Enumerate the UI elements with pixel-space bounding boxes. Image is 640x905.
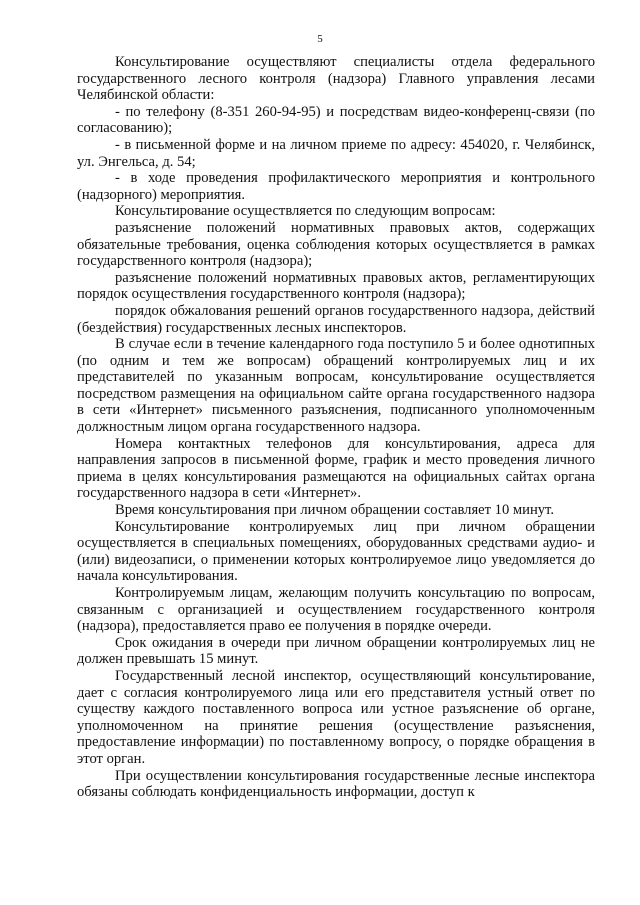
paragraph: Консультирование осуществляется по следующим вопросам: — [115, 203, 496, 220]
paragraph: Консультирование контролируемых лиц при личном обращении осуществляется в специальных помещениях, оборудованных средствами аудио- и (или) видеозаписи, о применении которых контролируемое лицо уведомляется до начала консультирования. — [77, 518, 595, 585]
page-number: 5 — [317, 33, 323, 45]
paragraph: Консультирование осуществляют специалисты отдела федерального государственного лесного контроля (надзора) Главного управления лесами Челябинской области: — [77, 54, 595, 104]
paragraph: Контролируемым лицам, желающим получить консультацию по вопросам, связанным с организацией и осуществлением государственного контроля (надзора), предоставляется право ее получения в порядке очереди. — [77, 585, 595, 635]
paragraph: порядок обжалования решений органов государственного надзора, действий (бездействия) государственных лесных инспекторов. — [77, 302, 595, 336]
paragraph: Государственный лесной инспектор, осуществляющий консультирование, дает с согласия контролируемого лица или его представителя устный ответ по существу каждого поставленного вопроса или устное разъяснение об органе, уполномоченном на принятие решения (осуществление разъяснения, предоставление информации) по поставленному вопросу, о порядке обращения в этот орган. — [77, 667, 595, 767]
paragraph: - в письменной форме и на личном приеме по адресу: 454020, г. Челябинск, ул. Энгельса, д. 54; — [77, 136, 595, 170]
paragraph: - по телефону (8-351 260-94-95) и посредствам видео-конференц-связи (по согласованию); — [77, 103, 595, 137]
paragraph: разъяснение положений нормативных правовых актов, содержащих обязательные требования, оценка соблюдения которых осуществляется в рамках государственного контроля (надзора); — [77, 219, 595, 270]
paragraph: При осуществлении консультирования государственные лесные инспектора обязаны соблюдать конфиденциальность информации, доступ к — [77, 767, 595, 801]
document-body — [77, 54, 595, 801]
paragraph: - в ходе проведения профилактического мероприятия и контрольного (надзорного) мероприятия. — [77, 170, 595, 203]
paragraph: Время консультирования при личном обращении составляет 10 минут. — [115, 502, 554, 519]
paragraph: Номера контактных телефонов для консультирования, адреса для направления запросов в письменной форме, график и место проведения личного приема в целях консультирования размещаются на официальных сайтах органа государственного надзора в сети «Интернет». — [77, 435, 595, 502]
paragraph: Срок ожидания в очереди при личном обращении контролируемых лиц не должен превышать 15 минут. — [77, 634, 595, 668]
paragraph: В случае если в течение календарного года поступило 5 и более однотипных (по одним и тем же вопросам) обращений контролируемых лиц и их представителей по указанным вопросам, консультирование осуществляется посредством размещения на официальном сайте органа государственного надзора в сети «Интернет» письменного разъяснения, подписанного уполномоченным должностным лицом органа государственного надзора. — [77, 336, 595, 436]
paragraph: разъяснение положений нормативных правовых актов, регламентирующих порядок осуществления государственного контроля (надзора); — [77, 269, 595, 303]
